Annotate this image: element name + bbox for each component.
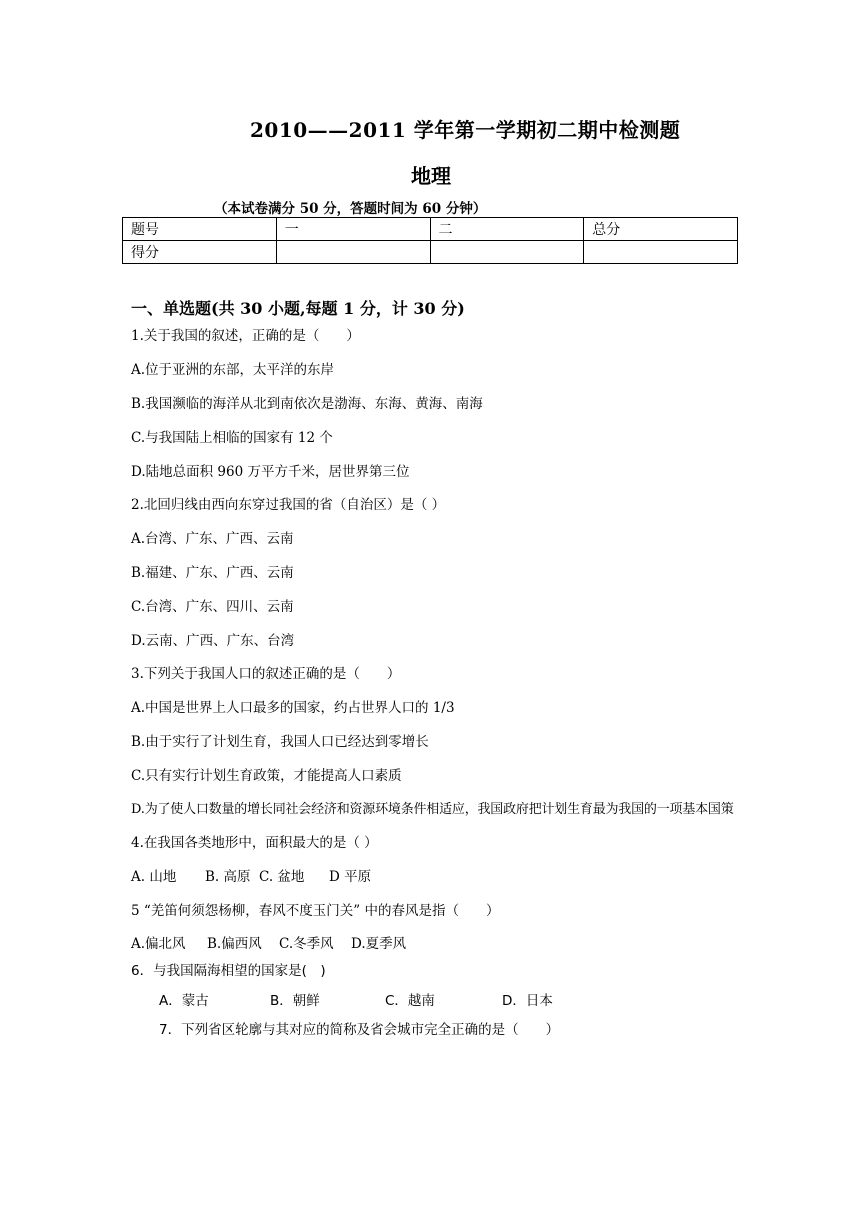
question-1-option-b: B.我国濒临的海洋从北到南依次是渤海、东海、黄海、南海 <box>131 396 483 412</box>
question-6-options <box>159 992 553 1010</box>
question-1-stem: 1.关于我国的叙述，正确的是（ ） <box>131 328 360 344</box>
question-2-option-c: C.台湾、广东、四川、云南 <box>131 599 294 615</box>
question-5-option-a: A.偏北风 <box>131 936 186 952</box>
question-1-option-c: C.与我国陆上相临的国家有 12 个 <box>131 430 333 446</box>
question-1-option-a: A.位于亚洲的东部，太平洋的东岸 <box>131 362 335 378</box>
question-3-option-d: D.为了使人口数量的增长同社会经济和资源环境条件相适应，我国政府把计划生育最为我国的一项基本国策 <box>131 802 734 817</box>
question-4-option-b: B. 高原 <box>205 869 251 885</box>
table-cell: 总分 <box>584 218 738 241</box>
question-4-options <box>131 868 371 886</box>
question-2-option-d: D.云南、广西、广东、台湾 <box>131 633 295 649</box>
question-4-option-d: D 平原 <box>329 869 372 885</box>
exam-title: 2010——2011 学年第一学期初二期中检测题 <box>250 118 681 142</box>
question-5-stem: 5 “羌笛何须怨杨柳，春风不度玉门关” 中的春风是指（ ） <box>131 903 500 919</box>
question-5-option-c: C.冬季风 <box>279 936 334 952</box>
question-6-option-c: C．越南 <box>385 993 435 1009</box>
subject-title: 地理 <box>411 164 451 188</box>
question-7-stem: 7．下列省区轮廓与其对应的简称及省会城市完全正确的是（ ） <box>159 1022 560 1038</box>
question-5-option-b: B.偏西风 <box>207 936 262 952</box>
question-3-option-c: C.只有实行计划生育政策，才能提高人口素质 <box>131 768 402 784</box>
question-6-option-b: B．朝鲜 <box>270 993 320 1009</box>
question-3-option-a: A.中国是世界上人口最多的国家，约占世界人口的 1/3 <box>131 700 455 716</box>
question-3-option-b: B.由于实行了计划生育，我国人口已经达到零增长 <box>131 734 429 750</box>
question-2-stem: 2.北回归线由西向东穿过我国的省（自治区）是（ ） <box>131 497 446 513</box>
question-4-option-c: C. 盆地 <box>259 869 305 885</box>
question-3-stem: 3.下列关于我国人口的叙述正确的是（ ） <box>131 666 401 682</box>
question-2-option-b: B.福建、广东、广西、云南 <box>131 565 294 581</box>
question-4-stem: 4.在我国各类地形中，面积最大的是（ ） <box>131 835 378 851</box>
exam-note: （本试卷满分 50 分，答题时间为 60 分钟） <box>214 201 487 217</box>
section-heading: 一、单选题(共 30 小题,每题 1 分，计 30 分) <box>131 299 465 318</box>
question-6-option-a: A．蒙古 <box>159 993 209 1009</box>
question-5-options <box>131 935 406 953</box>
score-table <box>122 217 738 264</box>
table-cell: 得分 <box>123 241 277 264</box>
score-input-cell[interactable] <box>584 241 738 264</box>
table-cell: 题号 <box>123 218 277 241</box>
question-6-stem: 6．与我国隔海相望的国家是( ) <box>131 963 326 979</box>
table-cell: 二 <box>430 218 584 241</box>
score-input-cell[interactable] <box>276 241 430 264</box>
score-table-header-row <box>123 218 738 241</box>
table-cell: 一 <box>276 218 430 241</box>
question-4-option-a: A. 山地 <box>131 869 177 885</box>
score-table-score-row <box>123 241 738 264</box>
question-2-option-a: A.台湾、广东、广西、云南 <box>131 531 294 547</box>
question-5-option-d: D.夏季风 <box>351 936 407 952</box>
question-6-option-d: D．日本 <box>502 993 553 1009</box>
score-input-cell[interactable] <box>430 241 584 264</box>
question-1-option-d: D.陆地总面积 960 万平方千米，居世界第三位 <box>131 464 410 480</box>
